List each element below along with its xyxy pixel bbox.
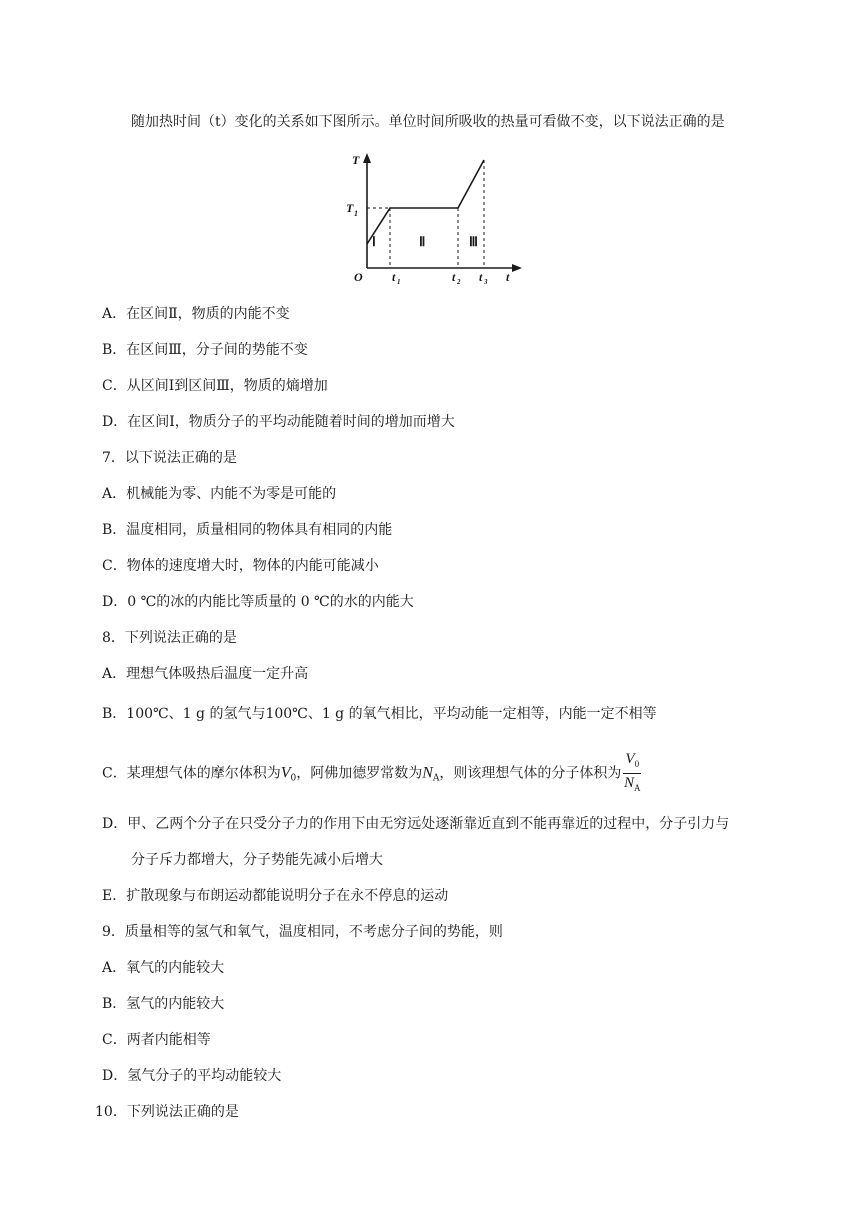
- temperature-time-graph: [340, 150, 530, 285]
- t1-temp-label: T: [346, 201, 354, 215]
- x-tick-t1-sub: 1: [397, 278, 401, 285]
- q10-stem: 10．下列说法正确的是: [95, 1104, 239, 1120]
- q8-option-a: A．理想气体吸热后温度一定升高: [102, 666, 309, 682]
- q6-option-a: A．在区间Ⅱ，物质的内能不变: [102, 306, 290, 322]
- q7-option-a: A．机械能为零、内能不为零是可能的: [102, 486, 337, 502]
- q6-option-b: B．在区间Ⅲ，分子间的势能不变: [102, 342, 308, 358]
- q8-option-c-n-sub: A: [432, 773, 440, 784]
- origin-label: O: [354, 270, 363, 284]
- x-tick-t3-sub: 3: [484, 278, 488, 285]
- region-2-label: Ⅱ: [419, 234, 426, 249]
- x-axis-arrow: [512, 264, 522, 272]
- q7-option-b: B．温度相同，质量相同的物体具有相同的内能: [102, 522, 393, 538]
- q8-option-c-suffix: ，则该理想气体的分子体积为: [439, 765, 622, 782]
- x-tick-t3: t: [479, 270, 483, 284]
- question-6-intro: 随加热时间（t）变化的关系如下图所示。单位时间所吸收的热量可看做不变，以下说法正确的是: [131, 114, 725, 130]
- q8-stem: 8．下列说法正确的是: [102, 630, 237, 646]
- x-axis-label: t: [506, 270, 510, 284]
- x-tick-t1: t: [392, 270, 396, 284]
- q7-option-d: D．0 ℃的冰的内能比等质量的 0 ℃的水的内能大: [102, 594, 414, 610]
- y-axis-arrow: [363, 153, 371, 163]
- x-tick-t2: t: [452, 270, 456, 284]
- q8-option-c-v: V: [280, 764, 291, 782]
- x-tick-t2-sub: 2: [457, 278, 461, 285]
- q8-option-d-line1: D．甲、乙两个分子在只受分子力的作用下由无穷远处逐渐靠近直到不能再靠近的过程中，分子引力与: [102, 816, 730, 832]
- q8-option-b: B．100℃、1 g 的氢气与100℃、1 g 的氧气相比，平均动能一定相等，内能一定不相等: [102, 706, 657, 722]
- q9-option-a: A．氧气的内能较大: [102, 960, 225, 976]
- temperature-curve: [367, 160, 484, 244]
- q7-stem: 7．以下说法正确的是: [102, 450, 237, 466]
- q9-option-b: B．氢气的内能较大: [102, 996, 225, 1012]
- q8-option-c-prefix: C．某理想气体的摩尔体积为: [102, 765, 281, 782]
- q9-stem: 9．质量相等的氢气和氧气，温度相同，不考虑分子间的势能，则: [102, 924, 503, 940]
- q8-option-d-line2: 分子斥力都增大，分子势能先减小后增大: [131, 852, 383, 868]
- fraction-numerator: $V_0$: [623, 750, 641, 774]
- q7-option-c: C．物体的速度增大时，物体的内能可能减小: [102, 558, 379, 574]
- q6-option-c: C．从区间Ⅰ到区间Ⅲ，物质的熵增加: [102, 378, 328, 394]
- molecular-volume-fraction: [623, 750, 641, 797]
- q8-option-c-v-sub: 0: [290, 773, 297, 784]
- fraction-denominator: $N_A$: [623, 775, 641, 793]
- q8-option-c: [102, 750, 641, 799]
- q9-option-c: C．两者内能相等: [102, 1032, 211, 1048]
- q8-option-e: E．扩散现象与布朗运动都能说明分子在永不停息的运动: [102, 888, 449, 904]
- region-1-label: Ⅰ: [372, 234, 376, 249]
- q6-option-d: D．在区间Ⅰ，物质分子的平均动能随着时间的增加而增大: [102, 414, 455, 430]
- q8-option-c-mid: ，阿佛加德罗常数为: [296, 765, 423, 782]
- t1-temp-sub: 1: [354, 209, 358, 218]
- q8-option-c-n: N: [422, 764, 433, 782]
- y-axis-label: T: [352, 153, 360, 167]
- q9-option-d: D．氢气分子的平均动能较大: [102, 1068, 282, 1084]
- region-3-label: Ⅲ: [469, 234, 478, 249]
